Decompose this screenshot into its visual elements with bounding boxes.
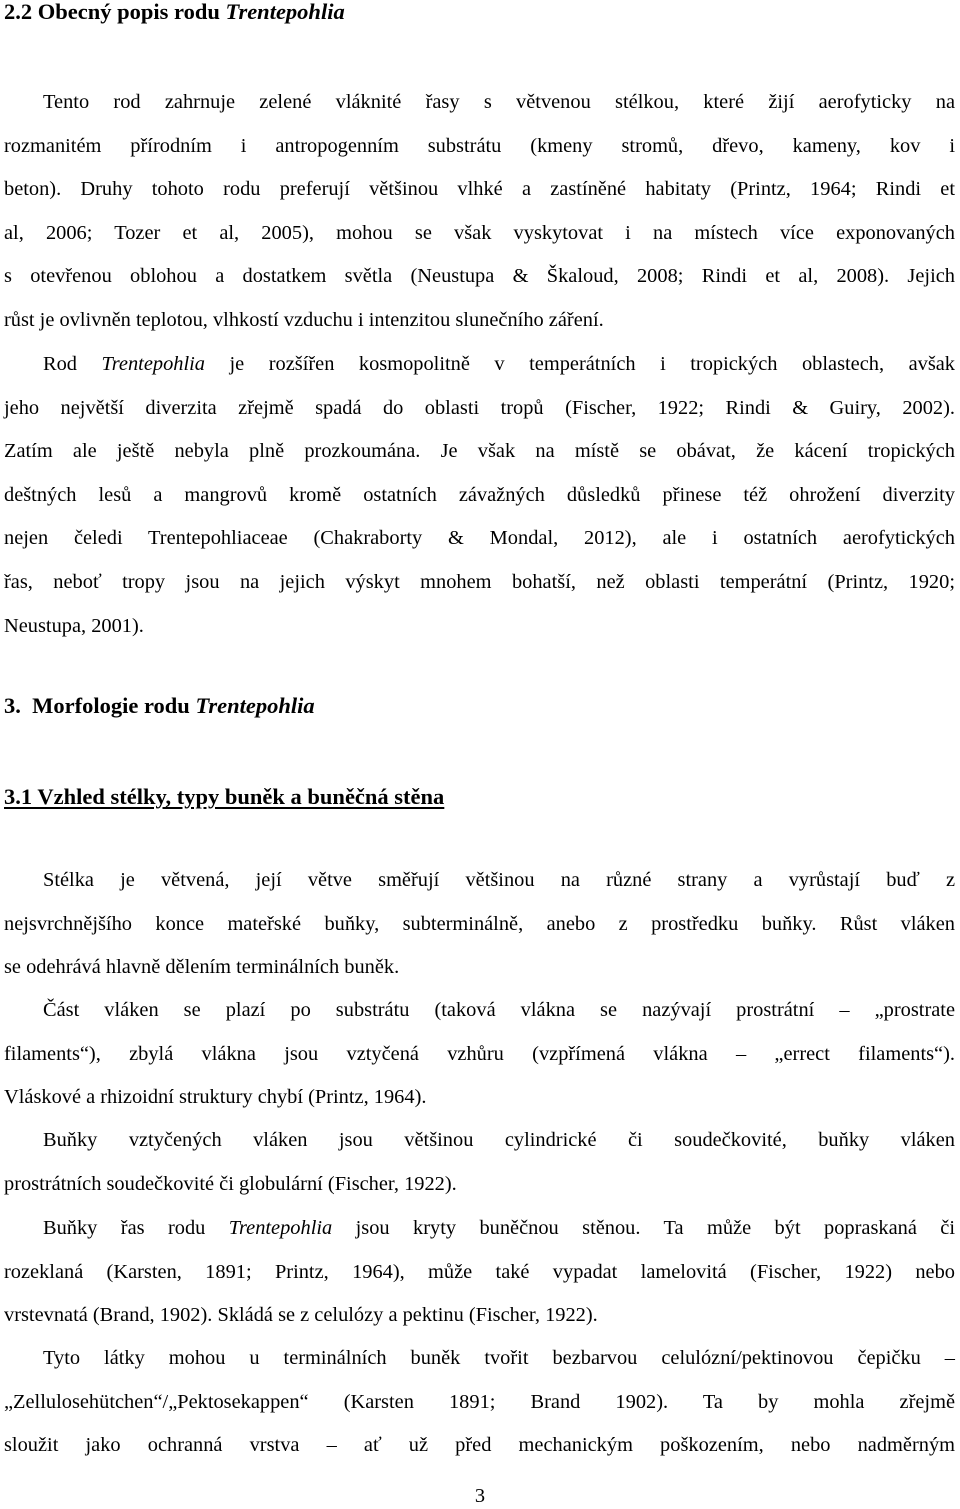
text-line: rozmanitém přírodním i antropogenním substrátu (kmeny stromů, dřevo, kameny, kov i [4, 134, 955, 157]
text-line: sloužit jako ochranná vrstva – ať už před mechanickým poškozením, nebo nadměrným [4, 1434, 955, 1457]
text-line: nejen čeledi Trentepohliaceae (Chakraborty & Mondal, 2012), ale i ostatních aerofytických [4, 527, 955, 550]
text-fragment: je rozšířen kosmopolitně v temperátních i tropických oblastech, avšak [204, 353, 955, 375]
text-fragment: Buňky řas rodu [43, 1217, 229, 1239]
text-line: řas, neboť tropy jsou na jejich výskyt mnohem bohatší, než oblasti temperátní (Printz, 1920; [4, 570, 955, 593]
genus-name: Trentepohlia [228, 1217, 333, 1239]
paragraph-filaments [4, 989, 955, 1120]
text-line [4, 343, 955, 387]
text-line [4, 1207, 955, 1251]
genus-name: Trentepohlia [195, 693, 315, 718]
page-number: 3 [474, 1485, 486, 1507]
text-line: filaments“), zbylá vlákna jsou vztyčená vzhůru (vzpřímená vlákna – „errect filaments“). [4, 1042, 955, 1065]
text-fragment: Rod [43, 353, 102, 375]
text-line: Tyto látky mohou u terminálních buněk tvořit bezbarvou celulózní/pektinovou čepičku – [43, 1347, 955, 1369]
text-line: beton). Druhy tohoto rodu preferují většinou vlhké a zastíněné habitaty (Printz, 1964; Rindi et [4, 178, 955, 201]
text-line: prostrátních soudečkovité či globulární (Fischer, 1922). [4, 1172, 457, 1195]
text-line: Tento rod zahrnuje zelené vláknité řasy s větvenou stélkou, které žijí aerofyticky na [43, 91, 955, 113]
paragraph-thallus [4, 859, 955, 990]
text-line: vrstevnatá (Brand, 1902). Skládá se z celulózy a pektinu (Fischer, 1922). [4, 1304, 598, 1327]
paragraph-cell-wall [4, 1207, 955, 1338]
text-line: růst je ovlivněn teplotou, vlhkostí vzduchu i intenzitou slunečního záření. [4, 308, 604, 331]
section-heading-2-2 [4, 0, 345, 27]
section-heading-text: 3. Morfologie rodu [4, 693, 196, 718]
text-fragment: jsou kryty buněčnou stěnou. Ta může být popraskaná či [332, 1217, 955, 1239]
paragraph-distribution [4, 343, 955, 648]
text-line: Zatím ale ještě nebyla plně prozkoumána. Je však na místě se obávat, že kácení tropických [4, 440, 955, 463]
text-line: Stélka je větvená, její větve směřují většinou na různé strany a vyrůstají buď z [43, 869, 955, 891]
section-heading-3-1: 3.1 Vzhled stélky, typy buněk a buněčná stěna [4, 784, 445, 809]
genus-name: Trentepohlia [101, 353, 205, 375]
text-line: s otevřenou oblohou a dostatkem světla (Neustupa & Škaloud, 2008; Rindi et al, 2008). Jejich [4, 265, 955, 288]
text-line: Část vláken se plazí po substrátu (taková vlákna se nazývají prostrátní – „prostrate [43, 999, 955, 1021]
text-line: deštných lesů a mangrovů kromě ostatních závažných důsledků přinese též ohrožení diverzity [4, 483, 955, 506]
text-line: se odehrává hlavně dělením terminálních buněk. [4, 956, 400, 979]
text-line: rozeklaná (Karsten, 1891; Printz, 1964), může také vypadat lamelovitá (Fischer, 1922) nebo [4, 1260, 955, 1283]
text-line: Neustupa, 2001). [4, 614, 144, 637]
section-heading-text: 2.2 Obecný popis rodu [4, 0, 226, 24]
text-line: al, 2006; Tozer et al, 2005), mohou se však vyskytovat i na místech více exponovaných [4, 221, 955, 244]
paragraph-cells [4, 1119, 955, 1206]
text-line: Buňky vztyčených vláken jsou většinou cylindrické či soudečkovité, buňky vláken [43, 1129, 955, 1151]
paragraph-cap [4, 1337, 955, 1468]
text-line: „Zellulosehütchen“/„Pektosekappen“ (Karsten 1891; Brand 1902). Ta by mohla zřejmě [4, 1390, 955, 1413]
text-line: nejsvrchnějšího konce mateřské buňky, subterminálně, anebo z prostředku buňky. Růst vláken [4, 912, 955, 935]
text-line: jeho největší diverzita zřejmě spadá do oblasti tropů (Fischer, 1922; Rindi & Guiry, 2002). [4, 396, 955, 419]
paragraph-intro [4, 81, 955, 343]
genus-name: Trentepohlia [225, 0, 345, 24]
text-line: Vláskové a rhizoidní struktury chybí (Printz, 1964). [4, 1086, 427, 1109]
section-heading-3 [4, 691, 315, 721]
